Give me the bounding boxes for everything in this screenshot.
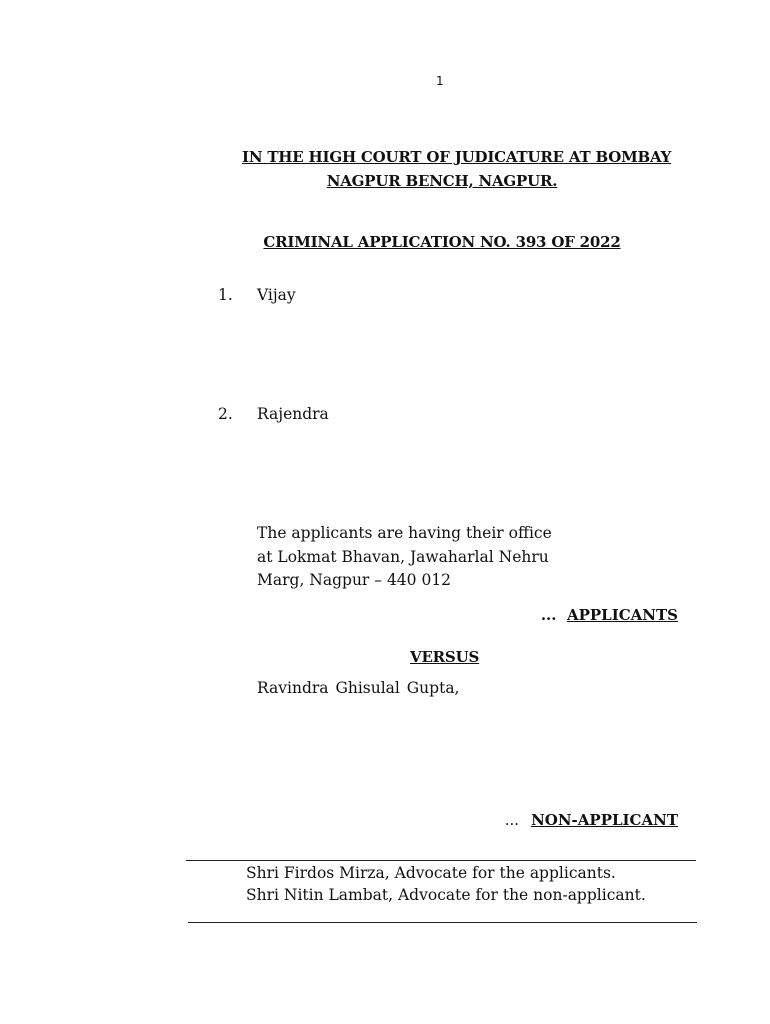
court-bench-line: NAGPUR BENCH, NAGPUR. — [326, 172, 558, 190]
role-dots: ... — [504, 811, 520, 829]
address-line: Marg, Nagpur – 440 012 — [257, 571, 452, 589]
divider-top — [186, 860, 696, 861]
applicants-address — [257, 522, 557, 593]
applicants-role — [541, 606, 678, 624]
advocate-line: Shri Nitin Lambat, Advocate for the non-applicant. — [246, 886, 646, 904]
applicant-2-name: Rajendra — [257, 405, 329, 423]
court-name-line: IN THE HIGH COURT OF JUDICATURE AT BOMBAY — [242, 148, 672, 166]
respondent-name: Ravindra Ghisulal Gupta, — [257, 679, 460, 697]
address-line: at Lokmat Bhavan, Jawaharlal Nehru — [257, 547, 549, 566]
applicant-1-number: 1. — [218, 286, 233, 304]
applicant-1-name: Vijay — [257, 286, 296, 304]
versus-heading: VERSUS — [410, 648, 480, 666]
page-number: 1 — [436, 74, 444, 88]
case-title: CRIMINAL APPLICATION NO. 393 OF 2022 — [263, 233, 621, 251]
applicant-2-number: 2. — [218, 405, 233, 423]
address-line: The applicants are having their office — [257, 524, 552, 542]
divider-bottom — [188, 922, 697, 923]
advocate-line: Shri Firdos Mirza, Advocate for the applicants. — [246, 864, 616, 882]
role-label: NON-APPLICANT — [531, 811, 678, 829]
non-applicant-role — [505, 811, 678, 829]
role-dots: ... — [540, 606, 557, 624]
role-label: APPLICANTS — [566, 606, 678, 624]
advocates-block — [246, 862, 646, 906]
